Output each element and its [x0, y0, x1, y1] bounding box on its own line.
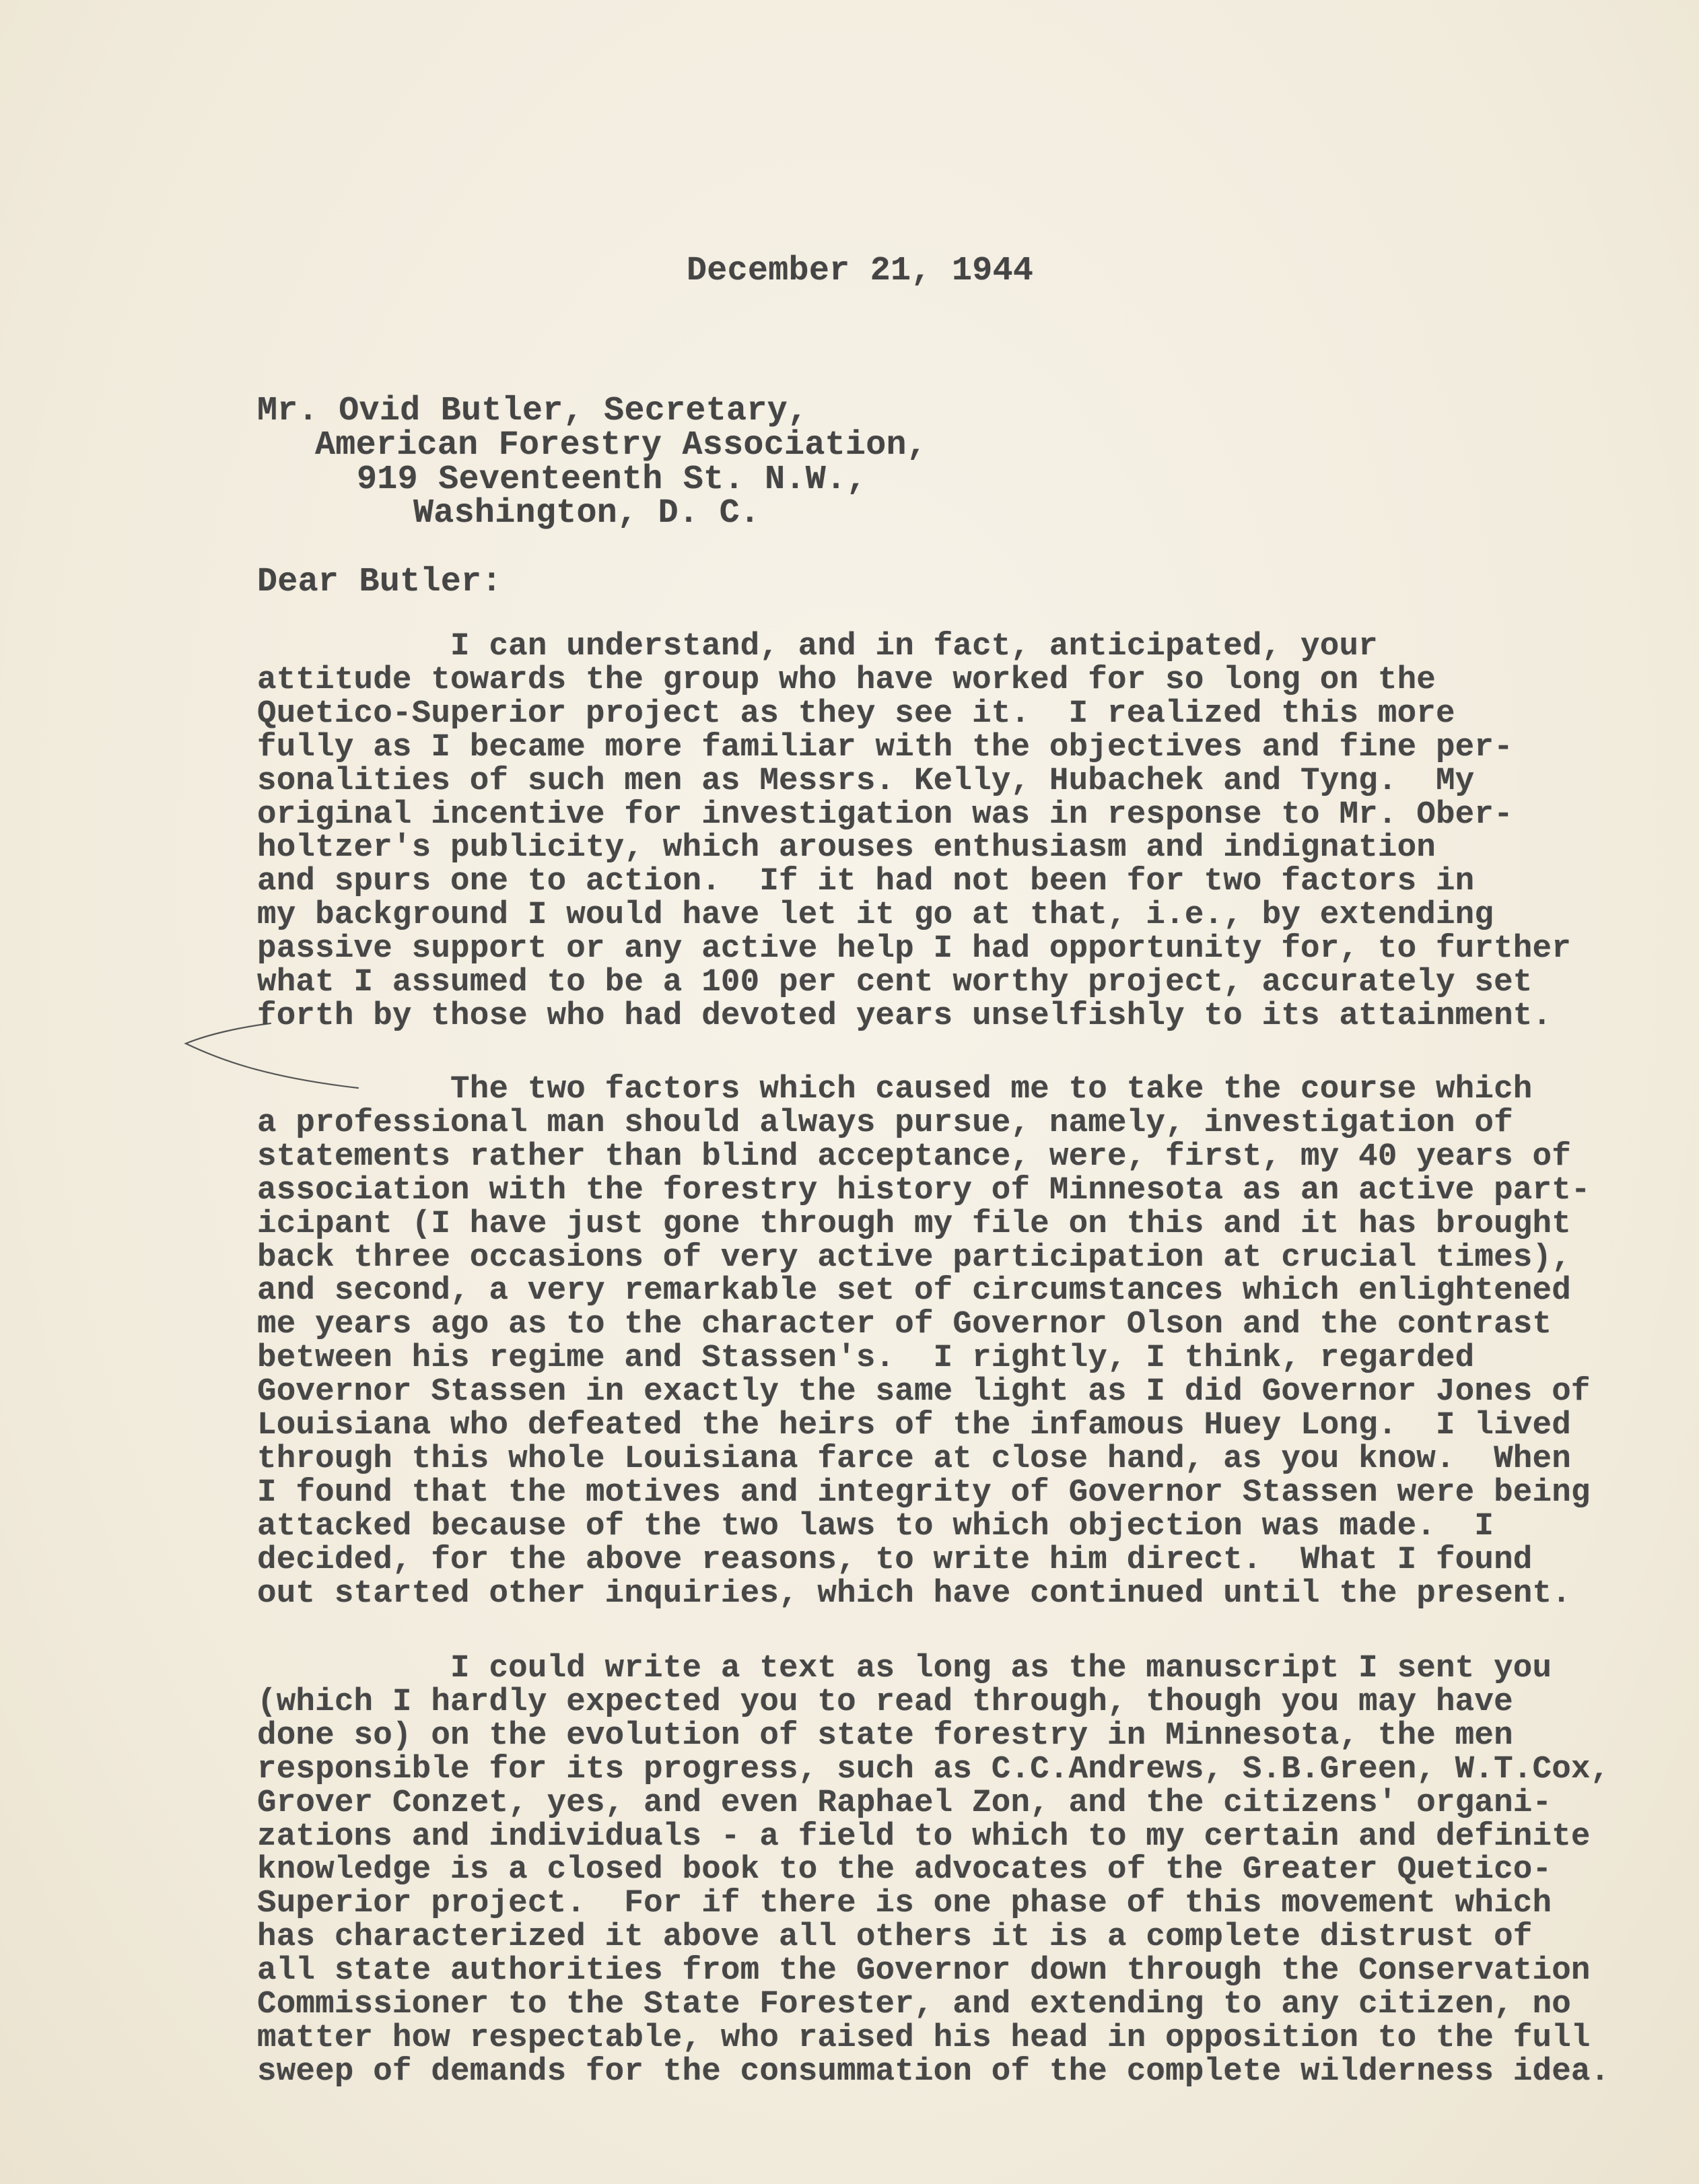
- text-line: I can understand, and in fact, anticipated, your: [257, 628, 1378, 664]
- text-line: attacked because of the two laws to which objection was made. I: [257, 1507, 1494, 1544]
- address-line: Washington, D. C.: [413, 494, 761, 533]
- text-line: has characterized it above all others it is a complete distrust of: [257, 1919, 1533, 1956]
- text-line: sweep of demands for the consummation of the complete wilderness idea.: [257, 2053, 1610, 2090]
- text-line: Quetico-Superior project as they see it. I realized this more: [257, 695, 1455, 732]
- text-line: knowledge is a closed book to the advocates of the Greater Quetico-: [257, 1851, 1552, 1888]
- text-line: icipant (I have just gone through my file on this and it has brought: [257, 1205, 1571, 1242]
- text-line: what I assumed to be a 100 per cent worthy project, accurately set: [257, 964, 1533, 1001]
- text-line: between his regime and Stassen's. I rightly, I think, regarded: [257, 1340, 1475, 1377]
- text-line: Governor Stassen in exactly the same light as I did Governor Jones of: [257, 1373, 1591, 1410]
- salutation: Dear Butler:: [257, 563, 502, 601]
- text-line: decided, for the above reasons, to write him direct. What I found: [257, 1541, 1533, 1578]
- text-line: Grover Conzet, yes, and even Raphael Zon, and the citizens' organi-: [257, 1784, 1552, 1821]
- text-line: (which I hardly expected you to read through, though you may have: [257, 1683, 1513, 1720]
- text-line: attitude towards the group who have worked for so long on the: [257, 661, 1436, 698]
- address-line: 919 Seventeenth St. N.W.,: [357, 460, 867, 499]
- text-line: Louisiana who defeated the heirs of the infamous Huey Long. I lived: [257, 1407, 1571, 1444]
- text-line: Superior project. For if there is one phase of this movement which: [257, 1885, 1552, 1922]
- address-line: American Forestry Association,: [315, 426, 928, 465]
- letter-date: December 21, 1944: [687, 252, 1034, 290]
- text-line: through this whole Louisiana farce at close hand, as you know. When: [257, 1440, 1571, 1477]
- text-line: my background I would have let it go at that, i.e., by extending: [257, 897, 1494, 934]
- text-line: done so) on the evolution of state forestry in Minnesota, the men: [257, 1717, 1513, 1754]
- text-line: out started other inquiries, which have continued until the present.: [257, 1575, 1571, 1612]
- text-line: me years ago as to the character of Governor Olson and the contrast: [257, 1306, 1552, 1343]
- text-line: and second, a very remarkable set of circumstances which enlightened: [257, 1272, 1571, 1309]
- text-line: original incentive for investigation was in response to Mr. Ober-: [257, 796, 1513, 833]
- text-line: holtzer's publicity, which arouses enthusiasm and indignation: [257, 829, 1436, 866]
- paragraph-2: [257, 1073, 1677, 1611]
- text-line: and spurs one to action. If it had not been for two factors in: [257, 863, 1475, 900]
- text-line: association with the forestry history of Minnesota as an active part-: [257, 1171, 1591, 1208]
- text-line: fully as I became more familiar with the objectives and fine per-: [257, 728, 1513, 765]
- text-line: a professional man should always pursue, namely, investigation of: [257, 1104, 1513, 1141]
- paragraph-3: [257, 1652, 1677, 2089]
- address-line: Mr. Ovid Butler, Secretary,: [257, 392, 808, 430]
- text-line: Commissioner to the State Forester, and extending to any citizen, no: [257, 1986, 1571, 2023]
- text-line: responsible for its progress, such as C.C.Andrews, S.B.Green, W.T.Cox,: [257, 1750, 1610, 1787]
- text-line: all state authorities from the Governor down through the Conservation: [257, 1952, 1591, 1989]
- text-line: sonalities of such men as Messrs. Kelly, Hubachek and Tyng. My: [257, 762, 1475, 799]
- text-line: back three occasions of very active participation at crucial times),: [257, 1239, 1571, 1276]
- text-line: I found that the motives and integrity of Governor Stassen were being: [257, 1474, 1591, 1511]
- text-line: forth by those who had devoted years unselfishly to its attainment.: [257, 997, 1552, 1034]
- text-line: zations and individuals - a field to which to my certain and definite: [257, 1818, 1591, 1855]
- text-line: passive support or any active help I had opportunity for, to further: [257, 930, 1571, 967]
- text-line: The two factors which caused me to take the course which: [257, 1071, 1533, 1107]
- text-line: I could write a text as long as the manuscript I sent you: [257, 1650, 1552, 1686]
- paragraph-1: [257, 630, 1677, 1033]
- text-line: statements rather than blind acceptance, were, first, my 40 years of: [257, 1138, 1571, 1175]
- text-line: matter how respectable, who raised his head in opposition to the full: [257, 2019, 1591, 2056]
